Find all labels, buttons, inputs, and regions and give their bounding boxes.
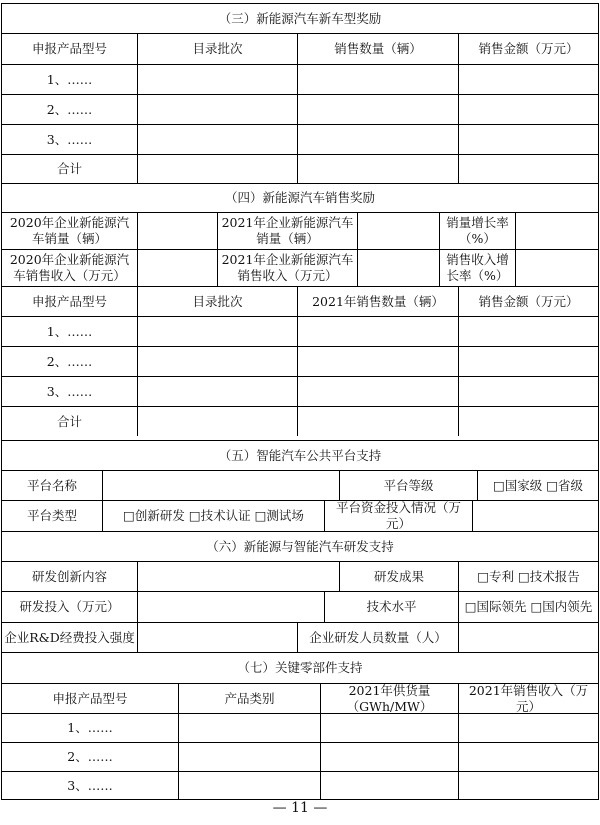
input-cell[interactable] bbox=[458, 377, 598, 406]
header-revenue: 2021年销售收入（万元） bbox=[458, 684, 598, 713]
input-cell[interactable] bbox=[515, 250, 598, 286]
input-cell[interactable] bbox=[297, 95, 458, 124]
input-cell[interactable] bbox=[297, 65, 458, 94]
header-amount: 销售金额（万元） bbox=[458, 287, 598, 316]
input-cell[interactable] bbox=[178, 772, 320, 799]
row-label: 1、…… bbox=[67, 720, 113, 736]
label-rd-results: 研发成果 bbox=[339, 562, 458, 591]
section-title: （三）新能源汽车新车型奖励 bbox=[218, 10, 382, 26]
input-cell[interactable] bbox=[137, 213, 217, 249]
row-label: 1、…… bbox=[46, 71, 93, 87]
input-rd-content[interactable] bbox=[137, 562, 339, 591]
input-cell[interactable] bbox=[137, 125, 297, 154]
input-cell[interactable] bbox=[297, 347, 458, 376]
input-cell[interactable] bbox=[297, 155, 458, 183]
checkbox-platform-type[interactable]: □创新研发 □技术认证 □测试场 bbox=[102, 501, 324, 531]
label-sales-growth: 销量增长率（%） bbox=[439, 213, 515, 249]
label-2020-sales: 2020年企业新能源汽车销量（辆） bbox=[9, 215, 130, 246]
input-cell[interactable] bbox=[320, 772, 458, 799]
label-rd-content: 研发创新内容 bbox=[31, 568, 107, 584]
input-cell[interactable] bbox=[137, 95, 297, 124]
label-platform-type: 平台类型 bbox=[26, 508, 77, 524]
input-cell[interactable] bbox=[137, 317, 297, 346]
input-rd-intensity[interactable] bbox=[137, 623, 297, 652]
row-label: 2、…… bbox=[46, 353, 93, 369]
label-rd-intensity: 企业R&D经费投入强度 bbox=[4, 629, 135, 645]
input-cell[interactable] bbox=[137, 155, 297, 183]
header-model: 申报产品型号 bbox=[31, 41, 107, 57]
input-cell[interactable] bbox=[515, 213, 598, 249]
input-cell[interactable] bbox=[137, 65, 297, 94]
input-rd-investment[interactable] bbox=[137, 592, 324, 622]
label-revenue-growth: 销售收入增长率（%） bbox=[439, 250, 515, 286]
section-rd-support bbox=[1, 531, 599, 653]
label-platform-name: 平台名称 bbox=[26, 477, 77, 493]
row-label: 1、…… bbox=[46, 323, 93, 339]
page-number: — 11 — bbox=[272, 800, 328, 816]
section-sales-reward bbox=[1, 183, 599, 441]
label-2021-sales: 2021年企业新能源汽车销量（辆） bbox=[217, 213, 357, 249]
row-label: 3、…… bbox=[46, 131, 93, 147]
section-title: （五）智能汽车公共平台支持 bbox=[218, 447, 382, 463]
input-cell[interactable] bbox=[320, 714, 458, 742]
header-quantity: 2021年销售数量（辆） bbox=[297, 287, 458, 316]
label-platform-investment: 平台资金投入情况（万元） bbox=[324, 501, 472, 531]
total-label: 合计 bbox=[56, 161, 82, 177]
input-cell[interactable] bbox=[357, 213, 439, 249]
label-platform-level: 平台等级 bbox=[339, 471, 477, 500]
input-cell[interactable] bbox=[297, 407, 458, 436]
label-tech-level: 技术水平 bbox=[324, 592, 458, 622]
input-cell[interactable] bbox=[458, 65, 598, 94]
section-title: （六）新能源与智能汽车研发支持 bbox=[206, 538, 394, 554]
section-key-components bbox=[1, 652, 599, 800]
row-label: 3、…… bbox=[67, 777, 113, 793]
header-supply: 2021年供货量（GWh/MW） bbox=[320, 684, 458, 713]
input-cell[interactable] bbox=[297, 125, 458, 154]
label-rd-investment: 研发投入（万元） bbox=[19, 599, 120, 615]
row-label: 2、…… bbox=[46, 101, 93, 117]
section-title: （七）关键零部件支持 bbox=[237, 660, 363, 676]
checkbox-rd-results[interactable]: □专利 □技术报告 bbox=[458, 562, 598, 591]
total-label: 合计 bbox=[56, 413, 82, 429]
input-cell[interactable] bbox=[137, 377, 297, 406]
input-cell[interactable] bbox=[137, 347, 297, 376]
checkbox-tech-level[interactable]: □国际领先 □国内领先 bbox=[458, 592, 598, 622]
section-title: （四）新能源汽车销售奖励 bbox=[224, 190, 375, 206]
input-cell[interactable] bbox=[137, 407, 297, 436]
header-category: 产品类别 bbox=[178, 684, 320, 713]
input-cell[interactable] bbox=[458, 125, 598, 154]
checkbox-platform-level[interactable]: □国家级 □省级 bbox=[477, 471, 598, 500]
input-cell[interactable] bbox=[178, 743, 320, 771]
header-amount: 销售金额（万元） bbox=[458, 34, 598, 64]
input-rd-staff[interactable] bbox=[458, 623, 598, 652]
input-cell[interactable] bbox=[458, 714, 598, 742]
input-cell[interactable] bbox=[458, 155, 598, 183]
header-batch: 目录批次 bbox=[137, 287, 297, 316]
input-cell[interactable] bbox=[178, 714, 320, 742]
input-cell[interactable] bbox=[137, 250, 217, 286]
input-cell[interactable] bbox=[458, 347, 598, 376]
label-2020-revenue: 2020年企业新能源汽车销售收入（万元） bbox=[9, 252, 130, 283]
input-cell[interactable] bbox=[357, 250, 439, 286]
header-batch: 目录批次 bbox=[137, 34, 297, 64]
input-cell[interactable] bbox=[297, 317, 458, 346]
input-cell[interactable] bbox=[458, 772, 598, 799]
label-2021-revenue: 2021年企业新能源汽车销售收入（万元） bbox=[217, 250, 357, 286]
input-cell[interactable] bbox=[320, 743, 458, 771]
input-cell[interactable] bbox=[458, 317, 598, 346]
section-platform-support bbox=[1, 440, 599, 532]
row-label: 3、…… bbox=[46, 383, 93, 399]
header-model: 申报产品型号 bbox=[52, 690, 128, 706]
row-label: 2、…… bbox=[67, 749, 113, 765]
input-platform-investment[interactable] bbox=[472, 501, 598, 531]
input-platform-name[interactable] bbox=[102, 471, 339, 500]
input-cell[interactable] bbox=[458, 743, 598, 771]
header-quantity: 销售数量（辆） bbox=[297, 34, 458, 64]
input-cell[interactable] bbox=[458, 407, 598, 436]
label-rd-staff: 企业研发人员数量（人） bbox=[297, 623, 458, 652]
header-model: 申报产品型号 bbox=[31, 293, 107, 309]
input-cell[interactable] bbox=[297, 377, 458, 406]
section-new-model-reward bbox=[1, 3, 599, 184]
input-cell[interactable] bbox=[458, 95, 598, 124]
